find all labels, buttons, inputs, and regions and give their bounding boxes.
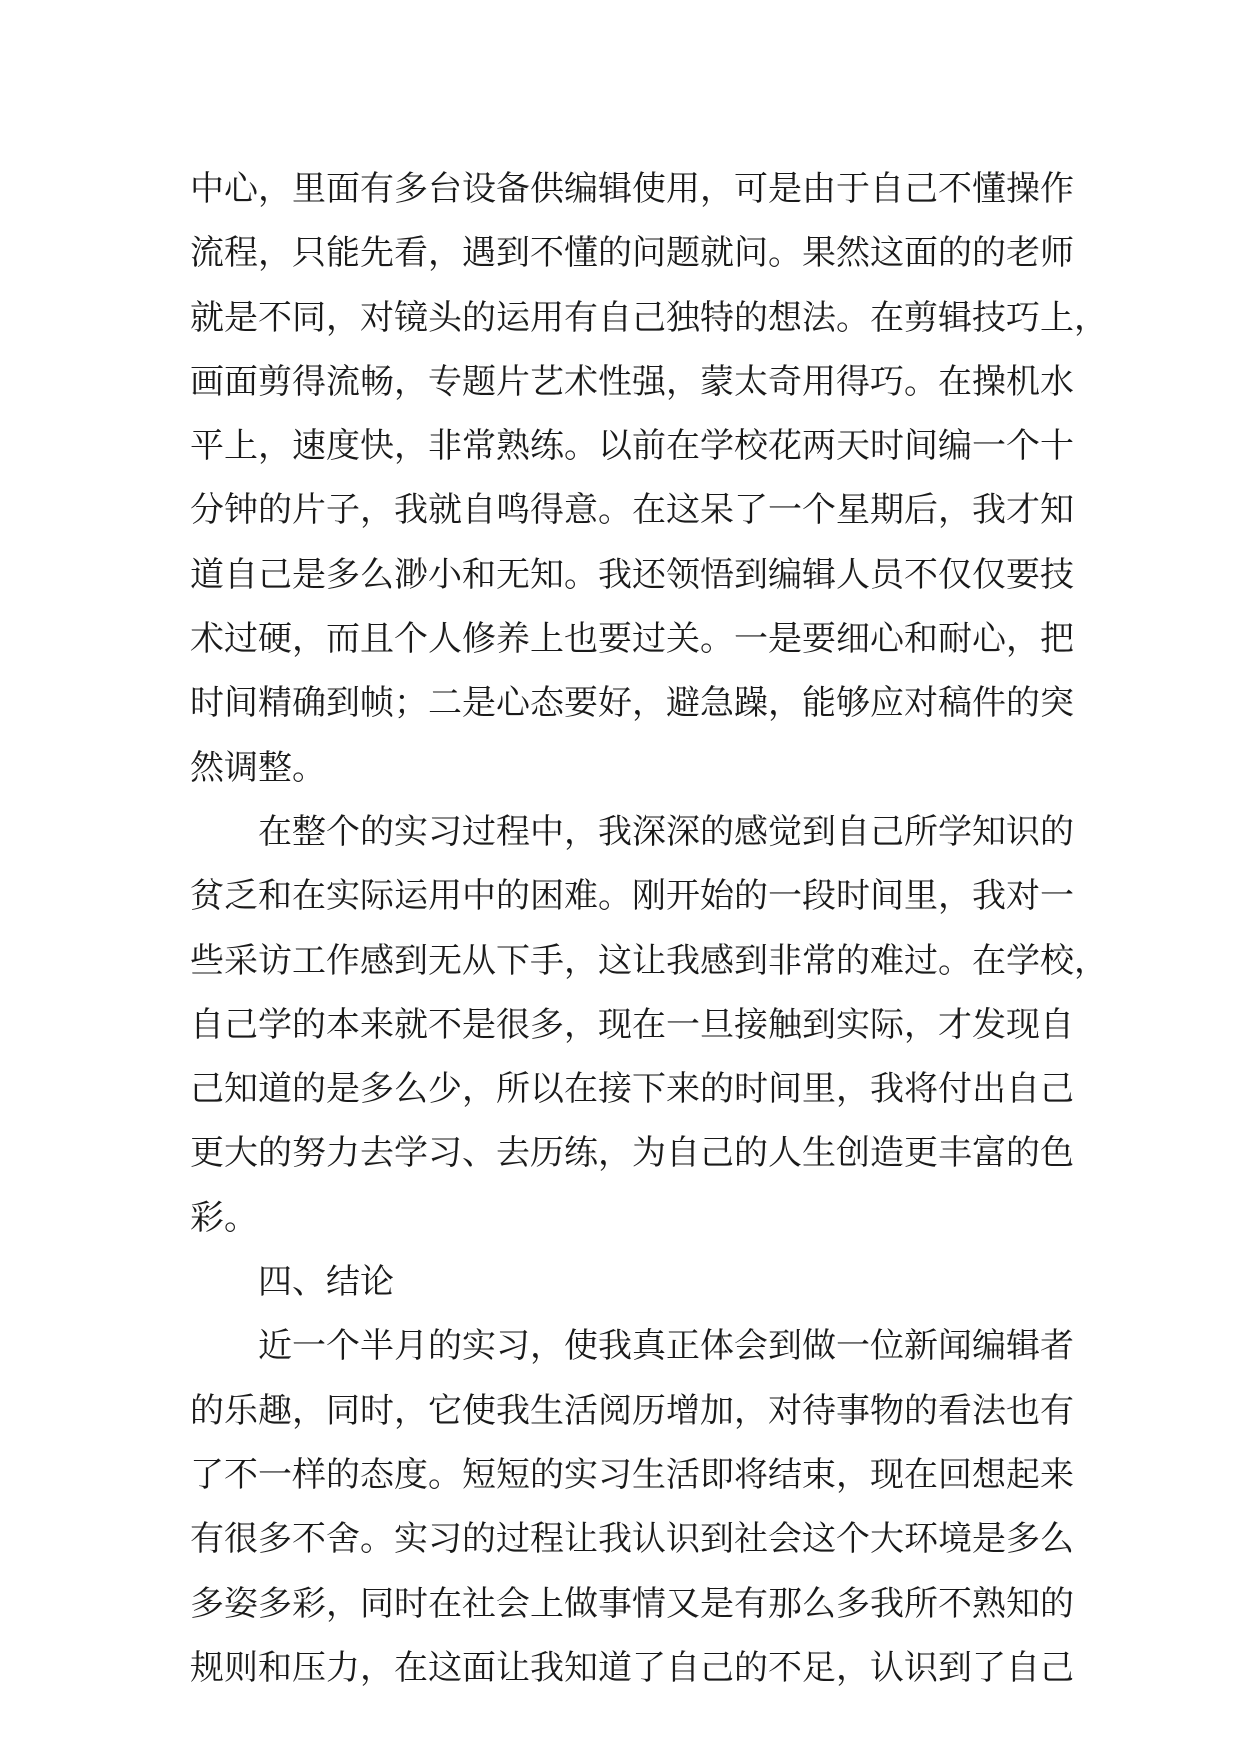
document-body [190,157,1108,1700]
section-heading: 四、结论 [258,1262,394,1303]
text-line: 分钟的片子，我就自鸣得意。在这呆了一个星期后，我才知 [190,490,1074,531]
text-line: 更大的努力去学习、去历练，为自己的人生创造更丰富的色 [190,1133,1074,1174]
text-line: 就是不同，对镜头的运用有自己独特的想法。在剪辑技巧上， [190,297,1108,338]
text-line: 时间精确到帧；二是心态要好，避急躁，能够应对稿件的突 [190,683,1074,724]
text-line: 道自己是多么渺小和无知。我还领悟到编辑人员不仅仅要技 [190,554,1074,595]
text-line: 彩。 [190,1197,258,1238]
text-line: 然调整。 [190,747,326,788]
text-line: 了不一样的态度。短短的实习生活即将结束，现在回想起来 [190,1454,1074,1495]
text-line: 多姿多彩，同时在社会上做事情又是有那么多我所不熟知的 [190,1583,1074,1624]
text-line: 画面剪得流畅，专题片艺术性强，蒙太奇用得巧。在操机水 [190,361,1074,402]
text-line: 流程，只能先看，遇到不懂的问题就问。果然这面的的老师 [190,233,1074,274]
text-line: 近一个半月的实习，使我真正体会到做一位新闻编辑者 [258,1326,1074,1367]
text-line: 规则和压力，在这面让我知道了自己的不足，认识到了自己 [190,1647,1074,1688]
text-line: 在整个的实习过程中，我深深的感觉到自己所学知识的 [258,811,1074,852]
text-line: 自己学的本来就不是很多，现在一旦接触到实际，才发现自 [190,1004,1074,1045]
text-line: 贫乏和在实际运用中的困难。刚开始的一段时间里，我对一 [190,876,1074,917]
text-line: 平上，速度快，非常熟练。以前在学校花两天时间编一个十 [190,426,1074,467]
text-line: 术过硬，而且个人修养上也要过关。一是要细心和耐心，把 [190,619,1074,660]
text-line: 的乐趣，同时，它使我生活阅历增加，对待事物的看法也有 [190,1390,1074,1431]
text-line: 有很多不舍。实习的过程让我认识到社会这个大环境是多么 [190,1519,1074,1560]
text-line: 些采访工作感到无从下手，这让我感到非常的难过。在学校， [190,940,1108,981]
text-line: 中心，里面有多台设备供编辑使用，可是由于自己不懂操作 [190,169,1074,209]
text-line: 己知道的是多么少，所以在接下来的时间里，我将付出自己 [190,1069,1074,1110]
